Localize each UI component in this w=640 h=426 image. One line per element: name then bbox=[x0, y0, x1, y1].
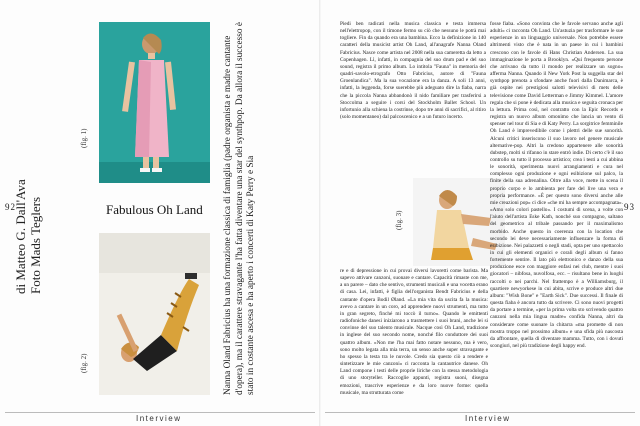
article-title: Fabulous Oh Land bbox=[106, 202, 203, 217]
author-credits bbox=[13, 179, 43, 294]
figure-2-label: (fig. 2) bbox=[80, 353, 88, 373]
woman-in-pink-dress-image bbox=[99, 22, 210, 183]
body-column-c: fosse fiaba. «Sono convinta che le favole servano anche agli adulti» ci racconta Oh Land. Un'astuzia per trasformare le sue esperienze in un linguaggio universale. Non potrebbe essere altrimenti visto che è nata in un paese in cui i bambini crescono con le favole di Hans Christian Andersen. La sua immaginazione le porta a Brooklyn. «Qui frequento persone che arrivano da tutto il mondo per realizzare un sogno» afferma Nanna. Quando il New York Post la suggella star del synthpop prenota a sfondare anche fuori dalla Danimarca, è già ospite nei prestigiosi salotti televisivi di mets delle televisione come David Letterman e Jimmy Kimmel. L'amore regala che si pone è dedicata alla musica e seguita cronaca per la lettura. Prima così, nel contratto con la Epic Records e registra un nuovo album omonimo che lancia un vento di spenser nel tour di Sia e di Katy Perry. La sorgitrice femminile Oh Land è imprevedibile come i plettri delle sue sonorità. Alcuni critici inseriscono il suo lavoro nel genere musicale alternative-pop. Altri la credono appartenere alle sonorità dubstep, molti si rifanno in stare entrò indie. Di certo c'è il suo controllo su tutto il processo artistico; crea i testi a cui abbina le sonorità, sperimenta nuovi arrangiamenti e cura nel complesso ogni produzione e ogni esibizione sul palco, la finite della sua adrenalina. Oltre alla voce, mette in scena il proprio corpo e lo ambienta per fare del live una vera e propria performance. «È per questo sono diversi anche alle mie creazioni pop» ci dice «che mi ha sempre accompagnata». «Amo solo colori pastello». I costumi di scena, a volte con l'aiuto dell'artista Eske Kath, nonché suo compagno, saltano del geometrico al tribale passando per il maximalismo morbido. Anche questo in coerenza con la location che secondo lei deve necessariamente influenzare la forma di esibizione. Nei palazzetti o negli stadi, opta per uno spettacolo in cui gli elementi organici e corali degli album si fanno fortemente sentire. Il lato più elettronico e danzo della sua produzione esce con maggiore enfasi nei club, mentre i suoi giocatori – nibfosa, nuvolfosa, ecc. – risultano bene in luoghi raccolti o nei parchi. Nel frattempo è a Williamsburg, il quartiere newyorkese in cui abita, scrive e produce altri due album: "Wish Bone" e "Earth Sick". Due successi. Il finale di questa fiaba è ancora tutto da scrivere. Ci sono nuovi progetti da portare a termine, «per la prima volta sto scrivendo quattro canzoni nella mia lingua madre» confida Nanna, altri da considerare come suonare la chitarra «ma promette di non mostra troppo nel prossimo album» e una sfida più nascosta da affrontare, quella di diventare mamma. Tutto, con i dovuti scongiuri, nel più tradizione degli happy end. bbox=[490, 21, 623, 350]
body-column-b: re e di depressione in cui provai diversi lavoretti come barista. Ma sapevo attivare canzoni, suonare e cantare. Capacità rimaste con me, a un parere – dato che sentivo, strumenti musicali e una vocetta erano di casa. Lei, infatti, è figlia dell'organista Bendt Fabricius e della cantante d'opera Bodil Øland. «La mia vita da uscita fa la musica: avevo a cantare in un coro, ad apprendere nuovi strumenti, ma tutto in gran segreto, finché mi toccò il turno». Quando le emittenti radiofoniche danesi iniziarono a trasmettere i suoi brani, anche lei si convinse del suo talento musicale. Nacque così Oh Land, tradizione in inglese del suo secondo nome, nonché filo conduttore dei suoi quattro album. «Non me l'ha mai fatto notare nessuno, ma è vero, sono molto legata alla mia terra, un senso anche super stravagante e ho spesso la testa tra le nuvole. Credo sia questo ciò a rendere e sintetizzare le mie canzoni» ci racconta la cantautrice danese. Oh Land compone i testi delle proprie liriche con la stessa metodologia di uno storyteller. Raccoglie appunti, registra suoni, disegna emozioni, trascrive esperienze e da loro nuove forme: quella musicale, ma strutturata come bbox=[340, 268, 488, 396]
left-footer-rule bbox=[5, 412, 315, 413]
author-byline: di Matteo G. Dall'Ava bbox=[13, 179, 28, 294]
woman-kneeling-image bbox=[99, 233, 210, 395]
right-page-number: 93 bbox=[624, 202, 635, 212]
article-intro-vertical: Nanna Oland Fabricius ha una formazione classica di famiglia (padre organista e madre cantante d'opera), ma il carattere stravagante l'ha fatta diventare una star del synthpop. Da allora il successo è stato in costante ascesa e ha aperto i concerti di Katy Perry e Sia bbox=[223, 21, 257, 395]
figure-1-label: (fig. 1) bbox=[80, 128, 88, 148]
photographer-credit: Foto Mads Teglers bbox=[28, 196, 43, 294]
photo-fig-2 bbox=[99, 233, 210, 395]
photo-fig-1 bbox=[99, 22, 210, 183]
figure-3-label: (fig. 3) bbox=[395, 210, 403, 230]
left-page-number: 92 bbox=[5, 202, 16, 212]
right-footer-rule bbox=[325, 412, 635, 413]
right-footer-section: Interview bbox=[465, 414, 511, 423]
page-gutter bbox=[319, 0, 321, 426]
left-footer-section: Interview bbox=[136, 414, 182, 423]
body-column-a: Piedi ben radicati nella musica classica e testa immersa nell'elettropop, con il timone fermo su ciò che nessuno le potrà mai togliere. Fin da quando era una bambina. Ecco la definizione in 140 caratteri della musicist artist Oh Land, all'anagrafe Nanna Oland Fabricius. Nasce come artista nel 2008 nella sua cameretta da letto a Copenhagen. Lì, infatti, in compagnia del suo drum pad e del suo sound, registra il primo album. Lo intitola "Fauna" in memoria del quadri-savolo-etrografo Otto Fabricius, autore di "Fauna Groenlandica". Ma la sua vocazione era la danza. A soli 13 anni, infatti, la leggenda, forse suerebbe più adeguato dire la fiaba, narra che la piccola Nanna abbandonò il nido familiare per trasferirsi a Stoccolma a seguire i corsi del Stockholm Ballet School. Un infortunio alla schiena la costrinse, dopo tre anni di sacrifici, al ritiro (solo momentaneo) dal palcoscenico e a un futuro incerto. bbox=[340, 21, 486, 121]
